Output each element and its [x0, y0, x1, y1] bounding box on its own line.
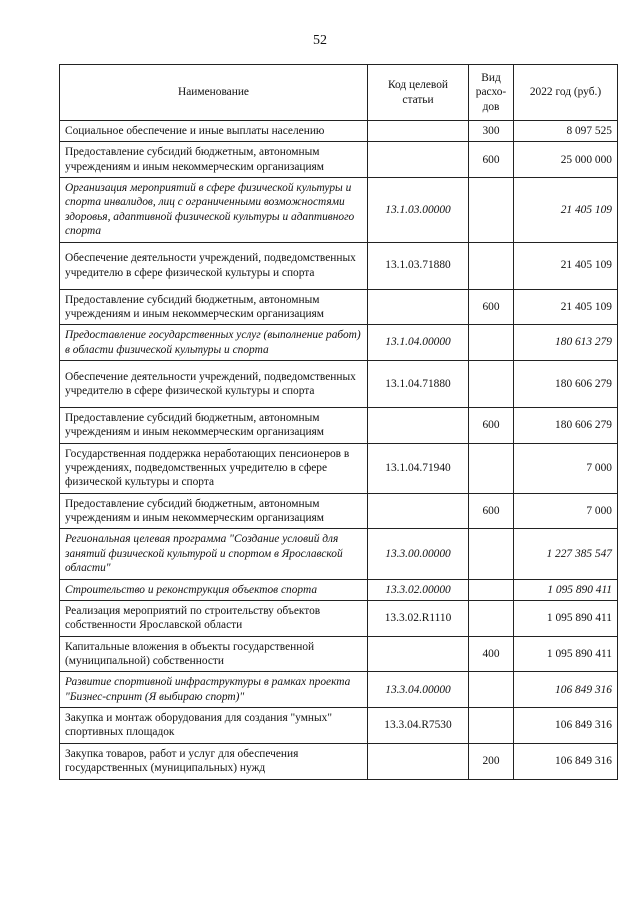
row-type-cell [469, 242, 514, 289]
row-amount-cell: 1 227 385 547 [514, 529, 618, 579]
table-row [60, 325, 618, 361]
row-amount-cell: 7 000 [514, 443, 618, 493]
row-type-cell [469, 672, 514, 708]
table-row [60, 407, 618, 443]
table-header [60, 65, 618, 121]
table-row [60, 121, 618, 142]
row-name-cell: Региональная целевая программа "Создание условий для занятий физической культурой и спортом в Ярославской области" [60, 529, 368, 579]
table-row [60, 672, 618, 708]
row-name-cell: Государственная поддержка неработающих пенсионеров в учреждениях, подведомственных учредителю в сфере физической культуры и спорта [60, 443, 368, 493]
page-number: 52 [313, 33, 327, 48]
row-type-cell: 600 [469, 289, 514, 325]
row-amount-cell: 106 849 316 [514, 708, 618, 744]
header-type: Вид расхо-дов [469, 65, 514, 121]
row-amount-cell: 7 000 [514, 493, 618, 529]
row-name-cell: Предоставление субсидий бюджетным, автономным учреждениям и иным некоммерческим организациям [60, 142, 368, 178]
row-type-cell [469, 178, 514, 242]
table-row [60, 178, 618, 242]
row-name-cell: Строительство и реконструкция объектов спорта [60, 579, 368, 600]
row-amount-cell: 25 000 000 [514, 142, 618, 178]
table-row [60, 360, 618, 407]
row-name-cell: Организация мероприятий в сфере физической культуры и спорта инвалидов, лиц с ограниченными возможностями здоровья, адаптивной физической культуры и адаптивного спорта [60, 178, 368, 242]
table-row [60, 600, 618, 636]
row-code-cell: 13.1.04.00000 [368, 325, 469, 361]
table-row [60, 289, 618, 325]
row-amount-cell: 21 405 109 [514, 289, 618, 325]
row-name-cell: Закупка и монтаж оборудования для создания "умных" спортивных площадок [60, 708, 368, 744]
row-type-cell [469, 600, 514, 636]
row-code-cell: 13.3.02.00000 [368, 579, 469, 600]
row-type-cell: 300 [469, 121, 514, 142]
table-row [60, 142, 618, 178]
row-name-cell: Предоставление субсидий бюджетным, автономным учреждениям и иным некоммерческим организациям [60, 407, 368, 443]
row-type-cell [469, 708, 514, 744]
row-code-cell: 13.3.02.R1110 [368, 600, 469, 636]
row-amount-cell: 21 405 109 [514, 178, 618, 242]
row-amount-cell: 8 097 525 [514, 121, 618, 142]
table-row [60, 529, 618, 579]
row-name-cell: Капитальные вложения в объекты государственной (муниципальной) собственности [60, 636, 368, 672]
table-body [60, 121, 618, 780]
row-code-cell: 13.1.03.00000 [368, 178, 469, 242]
table-row [60, 493, 618, 529]
row-code-cell [368, 142, 469, 178]
row-name-cell: Предоставление субсидий бюджетным, автономным учреждениям и иным некоммерческим организациям [60, 493, 368, 529]
row-name-cell: Предоставление субсидий бюджетным, автономным учреждениям и иным некоммерческим организациям [60, 289, 368, 325]
table-row [60, 743, 618, 779]
row-name-cell: Закупка товаров, работ и услуг для обеспечения государственных (муниципальных) нужд [60, 743, 368, 779]
table-row [60, 636, 618, 672]
row-amount-cell: 180 606 279 [514, 360, 618, 407]
header-amount: 2022 год (руб.) [514, 65, 618, 121]
row-type-cell: 200 [469, 743, 514, 779]
row-type-cell: 600 [469, 407, 514, 443]
row-amount-cell: 180 613 279 [514, 325, 618, 361]
row-type-cell [469, 529, 514, 579]
header-code: Код целевой статьи [368, 65, 469, 121]
table-row [60, 242, 618, 289]
row-code-cell: 13.1.03.71880 [368, 242, 469, 289]
row-amount-cell: 1 095 890 411 [514, 579, 618, 600]
row-name-cell: Социальное обеспечение и иные выплаты населению [60, 121, 368, 142]
table-row [60, 708, 618, 744]
budget-table [59, 64, 618, 780]
row-type-cell: 400 [469, 636, 514, 672]
row-name-cell: Обеспечение деятельности учреждений, подведомственных учредителю в сфере физической культуры и спорта [60, 242, 368, 289]
row-type-cell: 600 [469, 142, 514, 178]
row-type-cell [469, 579, 514, 600]
row-code-cell [368, 121, 469, 142]
row-code-cell [368, 636, 469, 672]
table-row [60, 579, 618, 600]
row-name-cell: Реализация мероприятий по строительству объектов собственности Ярославской области [60, 600, 368, 636]
row-code-cell [368, 743, 469, 779]
header-name: Наименование [60, 65, 368, 121]
row-amount-cell: 1 095 890 411 [514, 636, 618, 672]
row-type-cell: 600 [469, 493, 514, 529]
row-type-cell [469, 360, 514, 407]
row-amount-cell: 106 849 316 [514, 743, 618, 779]
table-row [60, 443, 618, 493]
row-type-cell [469, 325, 514, 361]
row-code-cell [368, 289, 469, 325]
row-amount-cell: 106 849 316 [514, 672, 618, 708]
row-name-cell: Обеспечение деятельности учреждений, подведомственных учредителю в сфере физической культуры и спорта [60, 360, 368, 407]
row-name-cell: Развитие спортивной инфраструктуры в рамках проекта "Бизнес-спринт (Я выбираю спорт)" [60, 672, 368, 708]
row-code-cell [368, 493, 469, 529]
row-code-cell: 13.3.04.00000 [368, 672, 469, 708]
row-amount-cell: 180 606 279 [514, 407, 618, 443]
row-amount-cell: 1 095 890 411 [514, 600, 618, 636]
row-code-cell: 13.1.04.71880 [368, 360, 469, 407]
row-code-cell [368, 407, 469, 443]
row-code-cell: 13.3.00.00000 [368, 529, 469, 579]
row-name-cell: Предоставление государственных услуг (выполнение работ) в области физической культуры и спорта [60, 325, 368, 361]
row-code-cell: 13.3.04.R7530 [368, 708, 469, 744]
row-code-cell: 13.1.04.71940 [368, 443, 469, 493]
row-type-cell [469, 443, 514, 493]
row-amount-cell: 21 405 109 [514, 242, 618, 289]
